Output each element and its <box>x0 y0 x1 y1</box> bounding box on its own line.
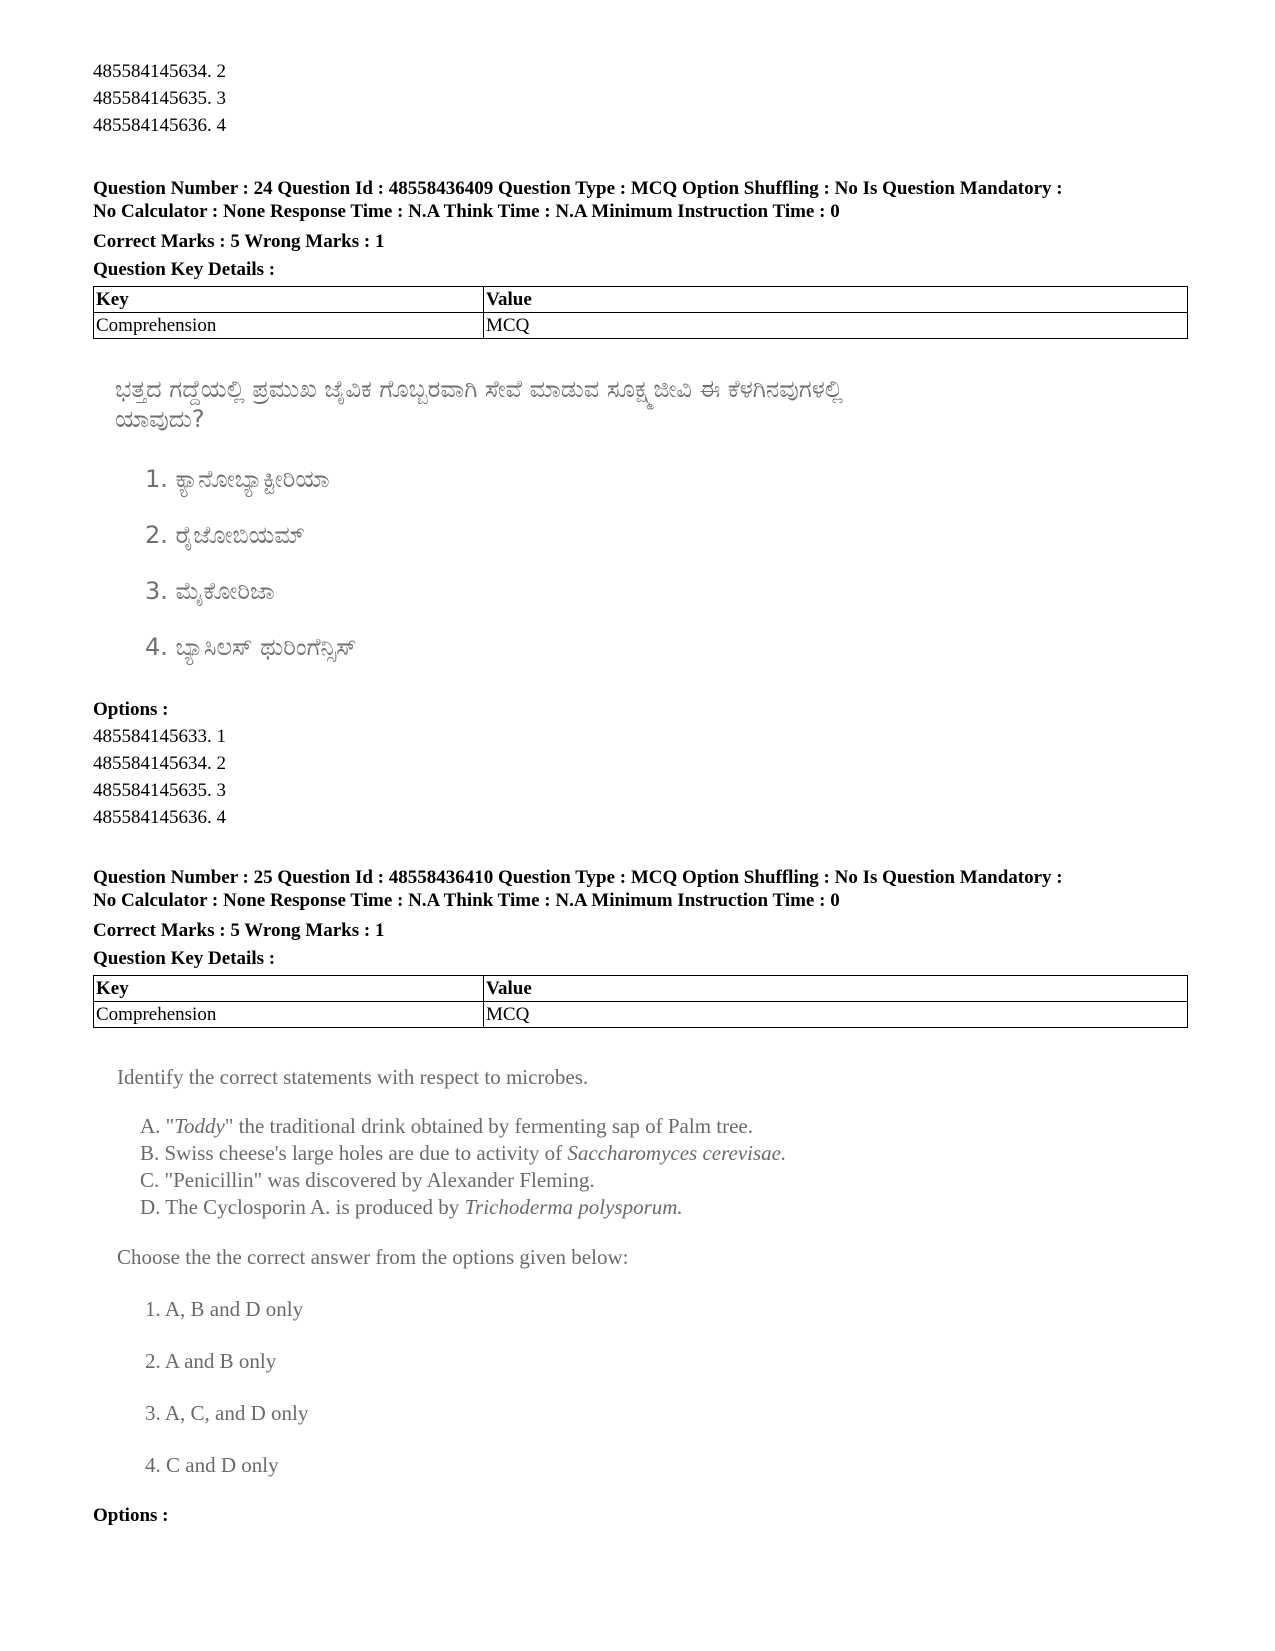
question-meta-line1: Question Number : 25 Question Id : 48558436410 Question Type : MCQ Option Shuffling : No Is Question Mandatory : <box>93 867 1063 888</box>
table-header-value: Value <box>484 976 1188 1002</box>
question-meta <box>93 866 1203 912</box>
choice-item: 2. ರೈಜೋಬಿಯಮ್ <box>145 521 305 549</box>
key-details-label: Question Key Details : <box>93 948 276 969</box>
table-cell-value: MCQ <box>484 1002 1188 1028</box>
marks-line: Correct Marks : 5 Wrong Marks : 1 <box>93 231 385 252</box>
choice-item: 4. ಬ್ಯಾಸಿಲಸ್ ಥುರಿಂಗೆನ್ಸಿಸ್ <box>145 633 357 661</box>
question-text: ಯಾವುದು? <box>115 405 205 433</box>
option-line: 485584145635. 3 <box>93 780 226 801</box>
table-cell-key: Comprehension <box>94 313 484 339</box>
options-label: Options : <box>93 699 169 720</box>
question-meta-line1: Question Number : 24 Question Id : 48558436409 Question Type : MCQ Option Shuffling : No Is Question Mandatory : <box>93 178 1063 199</box>
statement-item: B. Swiss cheese's large holes are due to activity of Saccharomyces cerevisae. <box>140 1141 787 1165</box>
table-header-key: Key <box>94 287 484 313</box>
question-meta <box>93 177 1203 223</box>
question-text: Identify the correct statements with respect to microbes. <box>117 1065 589 1089</box>
option-line: 485584145634. 2 <box>93 753 226 774</box>
question-meta-line2: No Calculator : None Response Time : N.A Think Time : N.A Minimum Instruction Time : 0 <box>93 201 840 222</box>
table-row <box>94 1002 1188 1028</box>
table-cell-key: Comprehension <box>94 1002 484 1028</box>
table-header-value: Value <box>484 287 1188 313</box>
question-text: ಭತ್ತದ ಗದ್ದೆಯಲ್ಲಿ ಪ್ರಮುಖ ಜೈವಿಕ ಗೊಬ್ಬರವಾಗಿ ಸೇವೆ ಮಾಡುವ ಸೂಕ್ಷ್ಮಜೀವಿ ಈ ಕೆಳಗಿನವುಗಳಲ್ಲಿ <box>115 375 843 403</box>
statement-item: D. The Cyclosporin A. is produced by Trichoderma polysporum. <box>140 1195 683 1219</box>
statement-item: A. "Toddy" the traditional drink obtained by fermenting sap of Palm tree. <box>140 1114 754 1138</box>
option-line: 485584145633. 1 <box>93 726 226 747</box>
table-cell-value: MCQ <box>484 313 1188 339</box>
question-meta-line2: No Calculator : None Response Time : N.A Think Time : N.A Minimum Instruction Time : 0 <box>93 890 840 911</box>
choice-item: 4. C and D only <box>145 1453 279 1477</box>
option-line: 485584145636. 4 <box>93 807 226 828</box>
table-header-row <box>94 287 1188 313</box>
instruction-text: Choose the the correct answer from the options given below: <box>117 1245 629 1269</box>
option-line: 485584145636. 4 <box>93 115 226 136</box>
key-details-label: Question Key Details : <box>93 259 276 280</box>
table-header-key: Key <box>94 976 484 1002</box>
options-label: Options : <box>93 1505 169 1526</box>
key-details-table <box>93 286 1188 339</box>
key-details-table <box>93 975 1188 1028</box>
option-line: 485584145634. 2 <box>93 61 226 82</box>
choice-item: 3. ಮೈಕೋರಿಜಾ <box>145 577 275 605</box>
table-header-row <box>94 976 1188 1002</box>
option-line: 485584145635. 3 <box>93 88 226 109</box>
statement-item: C. "Penicillin" was discovered by Alexander Fleming. <box>140 1168 595 1192</box>
choice-item: 2. A and B only <box>145 1349 277 1373</box>
choice-item: 3. A, C, and D only <box>145 1401 309 1425</box>
choice-item: 1. ಕ್ಯಾನೋಬ್ಯಾಕ್ಟೀರಿಯಾ <box>145 465 330 493</box>
marks-line: Correct Marks : 5 Wrong Marks : 1 <box>93 920 385 941</box>
choice-item: 1. A, B and D only <box>145 1297 304 1321</box>
table-row <box>94 313 1188 339</box>
